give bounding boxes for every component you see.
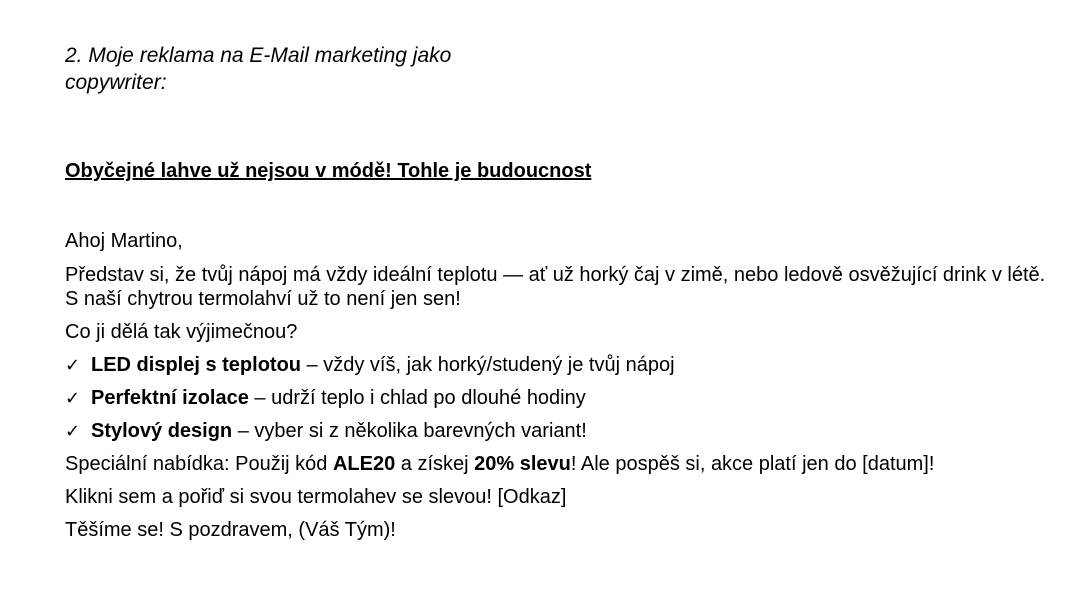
feature-title: Perfektní izolace bbox=[91, 387, 249, 409]
question-text: Co ji dělá tak výjimečnou? bbox=[65, 321, 298, 343]
greeting-text: Ahoj Martino, bbox=[65, 230, 183, 252]
feature-item bbox=[65, 354, 1050, 377]
feature-title: LED displej s teplotou bbox=[91, 354, 302, 376]
feature-item bbox=[65, 420, 1050, 443]
feature-description: – vždy víš, jak horký/studený je tvůj nápoj bbox=[301, 354, 675, 376]
discount-amount: 20% slevu bbox=[474, 453, 571, 475]
feature-title: Stylový design bbox=[91, 420, 233, 442]
email-subject: Obyčejné lahve už nejsou v módě! Tohle je budoucnost bbox=[65, 160, 592, 182]
check-mark-icon: ✓ bbox=[65, 388, 81, 409]
offer-prefix: Speciální nabídka: Použij kód bbox=[65, 453, 333, 475]
feature-description: – udrží teplo i chlad po dlouhé hodiny bbox=[248, 387, 586, 409]
check-mark-icon: ✓ bbox=[65, 421, 81, 442]
check-mark-icon: ✓ bbox=[65, 355, 81, 376]
section-heading: 2. Moje reklama na E-Mail marketing jako copywriter: bbox=[65, 44, 452, 94]
feature-item bbox=[65, 387, 1050, 410]
discount-code: ALE20 bbox=[332, 453, 396, 475]
cta-text: Klikni sem a pořiď si svou termolahev se slevou! [Odkaz] bbox=[65, 486, 567, 508]
intro-text: Představ si, že tvůj nápoj má vždy ideální teplotu — ať už horký čaj v zimě, nebo ledově osvěžující drink v létě. S naší chytrou termolahví už to není jen sen! bbox=[65, 264, 1046, 310]
feature-description: – vyber si z několika barevných variant! bbox=[232, 420, 587, 442]
email-body bbox=[65, 230, 1050, 552]
closing-text: Těšíme se! S pozdravem, (Váš Tým)! bbox=[65, 519, 396, 541]
document-page bbox=[65, 42, 1055, 541]
offer-suffix: ! Ale pospěš si, akce platí jen do [datum]! bbox=[570, 453, 935, 475]
offer-middle: a získej bbox=[395, 453, 475, 475]
offer-text bbox=[65, 453, 1050, 476]
